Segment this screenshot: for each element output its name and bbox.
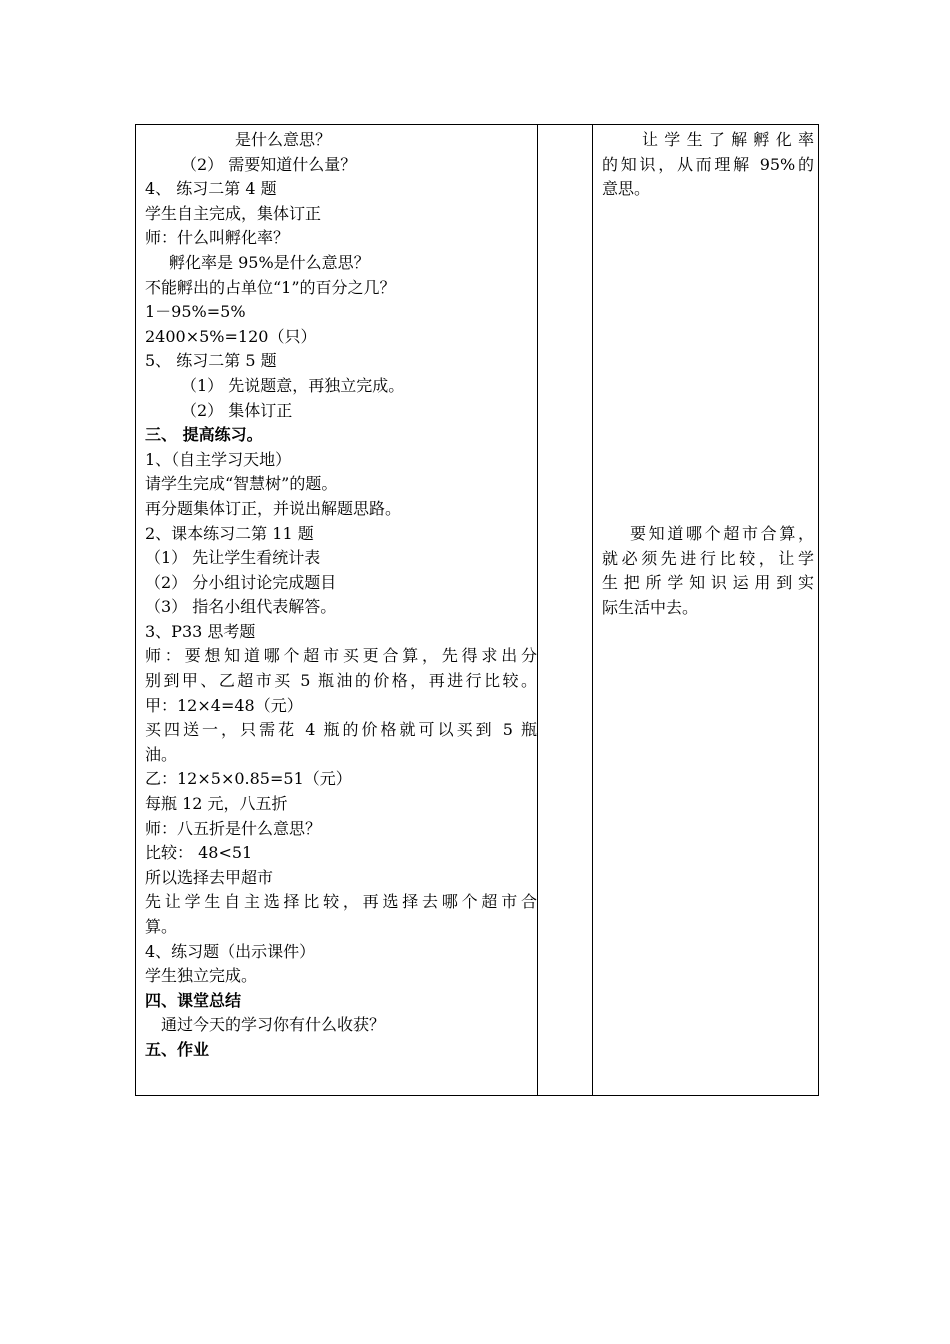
text-line: 甲：12×4=48（元） (145, 695, 303, 715)
teaching-process-column (145, 128, 537, 1063)
design-note-1 (602, 128, 814, 202)
text-line: 油。 (145, 744, 178, 764)
note-line: 要知道哪个超市合算， (630, 524, 814, 543)
text-line: （2） 分小组讨论完成题目 (145, 572, 337, 592)
text-line: （2） 需要知道什么量？ (181, 154, 357, 174)
note-line: 际生活中去。 (602, 597, 699, 617)
text-line: （1） 先让学生看统计表 (145, 548, 321, 568)
text-line: 每瓶 12 元，八五折 (145, 794, 288, 814)
text-line: 是什么意思？ (235, 130, 332, 149)
section-heading: 四、课堂总结 (145, 990, 242, 1010)
text-line: 2400×5%=120（只） (145, 326, 317, 346)
text-line: 3、P33 思考题 (145, 621, 256, 641)
text-line: （1） 先说题意，再独立完成。 (181, 375, 405, 395)
note-line: 的知识，从而理解 95%的 (602, 154, 814, 174)
text-line: 先让学生自主选择比较，再选择去哪个超市合 (145, 892, 537, 912)
text-line: 学生自主完成，集体订正 (145, 203, 322, 223)
note-line: 就必须先进行比较，让学 (602, 548, 814, 568)
text-line: 2、课本练习二第 11 题 (145, 523, 314, 543)
text-line: 师：要想知道哪个超市买更合算，先得求出分 (145, 646, 537, 666)
column-divider-1 (537, 125, 538, 1095)
text-line: （2） 集体订正 (181, 400, 293, 420)
text-line: 再分题集体订正，并说出解题思路。 (145, 498, 402, 518)
text-line: 师：什么叫孵化率？ (145, 228, 290, 248)
text-line: 不能孵出的占单位“1”的百分之几？ (145, 277, 396, 297)
section-heading: 三、 提高练习。 (145, 425, 263, 445)
note-line: 让学生了解孵化率 (642, 130, 814, 149)
text-line: 1、（自主学习天地） (145, 449, 292, 469)
lesson-plan-table (135, 124, 819, 1096)
text-line: 乙：12×5×0.85=51（元） (145, 769, 352, 789)
text-line: 孵化率是 95%是什么意思？ (169, 252, 370, 272)
text-line: 通过今天的学习你有什么收获？ (161, 1015, 386, 1035)
text-line: 比较： 48<51 (145, 843, 253, 863)
text-line: 师：八五折是什么意思？ (145, 818, 322, 838)
note-line: 意思。 (602, 179, 651, 199)
text-line: （3） 指名小组代表解答。 (145, 597, 337, 617)
text-line: 5、 练习二第 5 题 (145, 351, 277, 371)
design-note-2 (602, 522, 814, 620)
text-line: 4、练习题（出示课件） (145, 941, 316, 961)
text-line: 买四送一，只需花 4 瓶的价格就可以买到 5 瓶 (145, 720, 537, 740)
text-line: 1－95%=5% (145, 302, 246, 322)
note-line: 生把所学知识运用到实 (602, 573, 814, 593)
section-heading: 五、作业 (145, 1039, 210, 1059)
text-line: 算。 (145, 917, 178, 936)
text-line: 4、 练习二第 4 题 (145, 179, 277, 199)
text-line: 请学生完成“智慧树”的题。 (145, 474, 338, 494)
text-line: 学生独立完成。 (145, 966, 258, 986)
text-line: 所以选择去甲超市 (145, 867, 274, 887)
column-divider-2 (592, 125, 593, 1095)
text-line: 别到甲、乙超市买 5 瓶油的价格，再进行比较。 (145, 671, 537, 691)
